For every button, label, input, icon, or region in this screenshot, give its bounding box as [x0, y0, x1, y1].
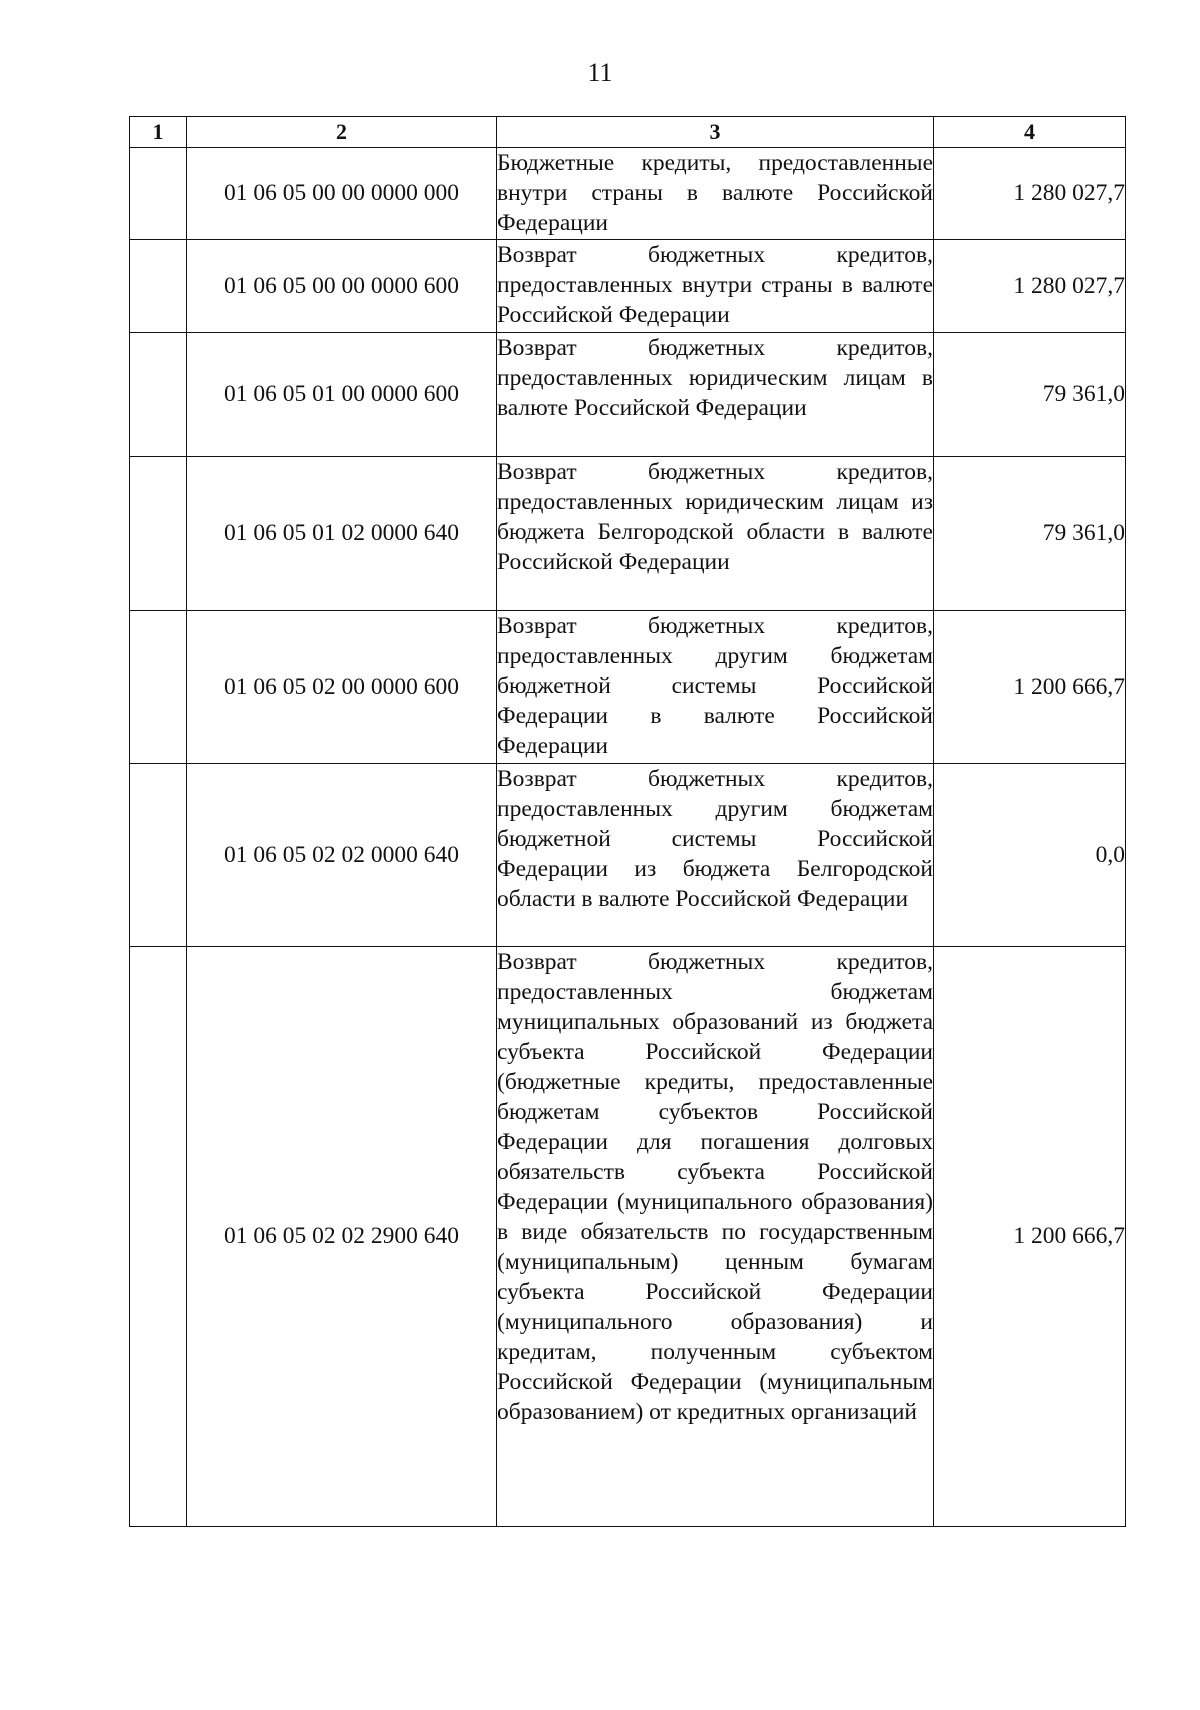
budget-code-cell: 01 06 05 00 00 0000 600 — [187, 240, 497, 333]
table-row — [130, 457, 1126, 611]
budget-code-cell: 01 06 05 00 00 0000 000 — [187, 148, 497, 240]
amount-cell: 1 200 666,7 — [934, 947, 1126, 1527]
row-number-cell — [130, 457, 187, 611]
header-col-3: 3 — [497, 117, 934, 148]
row-number-cell — [130, 148, 187, 240]
budget-code-cell: 01 06 05 02 02 0000 640 — [187, 764, 497, 947]
row-number-cell — [130, 764, 187, 947]
table-row — [130, 947, 1126, 1527]
description-cell: Возврат бюджетных кредитов, предоставленных бюджетам муниципальных образований из бюджета субъекта Российской Федерации (бюджетные кредиты, предоставленные бюджетам субъектов Российской Федерации для погашения долговых обязательств субъекта Российской Федерации (муниципального образования) в виде обязательств по государственным (муниципальным) ценным бумагам субъекта Российской Федерации (муниципального образования) и кредитам, полученным субъектом Российской Федерации (муниципальным образованием) от кредитных организаций — [497, 947, 934, 1527]
description-cell: Возврат бюджетных кредитов, предоставленных другим бюджетам бюджетной системы Российской Федерации из бюджета Белгородской области в валюте Российской Федерации — [497, 764, 934, 947]
description-cell: Возврат бюджетных кредитов, предоставленных юридическим лицам из бюджета Белгородской области в валюте Российской Федерации — [497, 457, 934, 611]
amount-cell: 79 361,0 — [934, 457, 1126, 611]
row-number-cell — [130, 611, 187, 764]
table-row — [130, 240, 1126, 333]
table-row — [130, 333, 1126, 457]
row-number-cell — [130, 947, 187, 1527]
budget-code-cell: 01 06 05 01 00 0000 600 — [187, 333, 497, 457]
description-cell: Возврат бюджетных кредитов, предоставленных юридическим лицам в валюте Российской Федерации — [497, 333, 934, 457]
description-cell: Возврат бюджетных кредитов, предоставленных другим бюджетам бюджетной системы Российской Федерации в валюте Российской Федерации — [497, 611, 934, 764]
header-col-2: 2 — [187, 117, 497, 148]
table-row — [130, 764, 1126, 947]
row-number-cell — [130, 240, 187, 333]
amount-cell: 1 200 666,7 — [934, 611, 1126, 764]
budget-code-cell: 01 06 05 02 02 2900 640 — [187, 947, 497, 1527]
table-row — [130, 611, 1126, 764]
budget-code-cell: 01 06 05 02 00 0000 600 — [187, 611, 497, 764]
amount-cell: 1 280 027,7 — [934, 240, 1126, 333]
page-number: 11 — [587, 58, 613, 87]
amount-cell: 79 361,0 — [934, 333, 1126, 457]
amount-cell: 0,0 — [934, 764, 1126, 947]
description-cell: Бюджетные кредиты, предоставленные внутри страны в валюте Российской Федерации — [497, 148, 934, 240]
description-cell: Возврат бюджетных кредитов, предоставленных внутри страны в валюте Российской Федерации — [497, 240, 934, 333]
budget-sources-table — [129, 116, 1126, 1527]
table-row — [130, 148, 1126, 240]
amount-cell: 1 280 027,7 — [934, 148, 1126, 240]
header-col-1: 1 — [130, 117, 187, 148]
row-number-cell — [130, 333, 187, 457]
table-header-row — [130, 117, 1126, 148]
header-col-4: 4 — [934, 117, 1126, 148]
budget-code-cell: 01 06 05 01 02 0000 640 — [187, 457, 497, 611]
